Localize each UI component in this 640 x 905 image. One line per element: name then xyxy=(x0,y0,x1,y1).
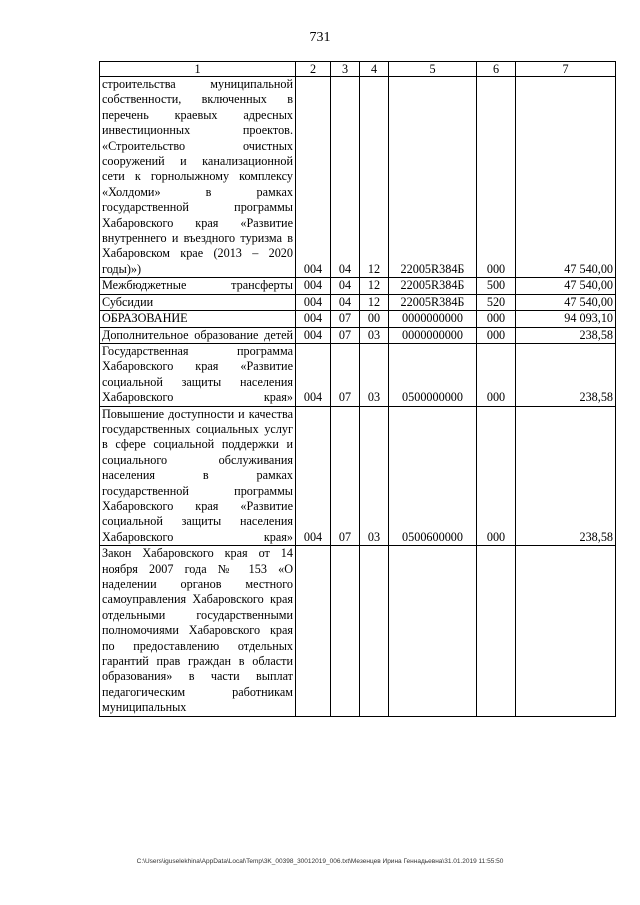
cell-admin-code: 004 xyxy=(296,343,331,406)
cell-subsection: 03 xyxy=(360,406,389,546)
header-cell: 1 xyxy=(100,62,296,77)
cell-target-item: 22005R384Б xyxy=(389,278,477,294)
cell-target-item: 22005R384Б xyxy=(389,77,477,278)
row-name: Субсидии xyxy=(100,294,296,310)
row-name: Закон Хабаровского края от 14 ноября 2007 года № 153 «О наделении органов местного самоуправления Хабаровского края отдельными государственными полномочиями Хабаровского края по предоставлению отдельных гарантий прав граждан в области образования» в части выплат педагогическим работникам муниципальных xyxy=(100,546,296,716)
row-name: Межбюджетные трансферты xyxy=(100,278,296,294)
cell-subsection: 03 xyxy=(360,327,389,343)
cell-expense-type xyxy=(477,546,516,716)
cell-target-item: 0000000000 xyxy=(389,311,477,327)
cell-expense-type: 520 xyxy=(477,294,516,310)
cell-section: 07 xyxy=(331,406,360,546)
cell-section: 07 xyxy=(331,327,360,343)
table-row xyxy=(100,546,616,716)
cell-expense-type: 000 xyxy=(477,311,516,327)
cell-amount xyxy=(516,546,616,716)
cell-amount: 238,58 xyxy=(516,327,616,343)
cell-section: 04 xyxy=(331,294,360,310)
cell-target-item: 0500600000 xyxy=(389,406,477,546)
header-cell: 3 xyxy=(331,62,360,77)
file-path-footer: C:\Users\iguselekhina\AppData\Local\Temp\3K_00398_30012019_006.txt\Мезенцев Ирина Геннадьевна\31.01.2019 11:55:50 xyxy=(136,858,504,865)
cell-admin-code: 004 xyxy=(296,406,331,546)
cell-target-item: 0500000000 xyxy=(389,343,477,406)
table-row xyxy=(100,406,616,546)
cell-section: 04 xyxy=(331,278,360,294)
header-cell: 7 xyxy=(516,62,616,77)
cell-amount: 47 540,00 xyxy=(516,278,616,294)
cell-amount: 94 093,10 xyxy=(516,311,616,327)
row-name: ОБРАЗОВАНИЕ xyxy=(100,311,296,327)
cell-subsection: 00 xyxy=(360,311,389,327)
budget-table xyxy=(99,61,616,717)
table-row xyxy=(100,278,616,294)
table-row xyxy=(100,294,616,310)
cell-section: 04 xyxy=(331,77,360,278)
cell-expense-type: 000 xyxy=(477,327,516,343)
cell-target-item: 22005R384Б xyxy=(389,294,477,310)
header-cell: 2 xyxy=(296,62,331,77)
header-cell: 4 xyxy=(360,62,389,77)
header-cell: 6 xyxy=(477,62,516,77)
cell-expense-type: 000 xyxy=(477,77,516,278)
row-name: Повышение доступности и качества государственных социальных услуг в сфере социальной поддержки и социального обслуживания населения в рамках государственной программы Хабаровского края «Развитие социальной защиты населения Хабаровского края» xyxy=(100,406,296,546)
cell-subsection: 12 xyxy=(360,294,389,310)
cell-admin-code: 004 xyxy=(296,77,331,278)
cell-admin-code: 004 xyxy=(296,294,331,310)
table-row xyxy=(100,77,616,278)
table-row xyxy=(100,343,616,406)
cell-section xyxy=(331,546,360,716)
cell-expense-type: 500 xyxy=(477,278,516,294)
cell-subsection: 12 xyxy=(360,77,389,278)
cell-amount: 238,58 xyxy=(516,343,616,406)
table-header-row xyxy=(100,62,616,77)
cell-subsection: 12 xyxy=(360,278,389,294)
header-cell: 5 xyxy=(389,62,477,77)
cell-amount: 47 540,00 xyxy=(516,294,616,310)
cell-admin-code: 004 xyxy=(296,327,331,343)
cell-section: 07 xyxy=(331,311,360,327)
cell-expense-type: 000 xyxy=(477,343,516,406)
table-row xyxy=(100,327,616,343)
cell-admin-code xyxy=(296,546,331,716)
row-name: строительства муниципальной собственности, включенных в перечень краевых адресных инвестиционных проектов. «Строительство очистных сооружений и канализационной сети к горнолыжному комплексу «Холдоми» в рамках государственной программы Хабаровского края «Развитие внутреннего и въездного туризма в Хабаровском крае (2013 – 2020 годы)») xyxy=(100,77,296,278)
cell-admin-code: 004 xyxy=(296,311,331,327)
cell-expense-type: 000 xyxy=(477,406,516,546)
cell-target-item: 0000000000 xyxy=(389,327,477,343)
cell-target-item xyxy=(389,546,477,716)
page-number: 731 xyxy=(309,30,331,45)
row-name: Государственная программа Хабаровского края «Развитие социальной защиты населения Хабаровского края» xyxy=(100,343,296,406)
table-row xyxy=(100,311,616,327)
row-name: Дополнительное образование детей xyxy=(100,327,296,343)
cell-admin-code: 004 xyxy=(296,278,331,294)
cell-amount: 47 540,00 xyxy=(516,77,616,278)
cell-amount: 238,58 xyxy=(516,406,616,546)
cell-subsection: 03 xyxy=(360,343,389,406)
cell-subsection xyxy=(360,546,389,716)
cell-section: 07 xyxy=(331,343,360,406)
